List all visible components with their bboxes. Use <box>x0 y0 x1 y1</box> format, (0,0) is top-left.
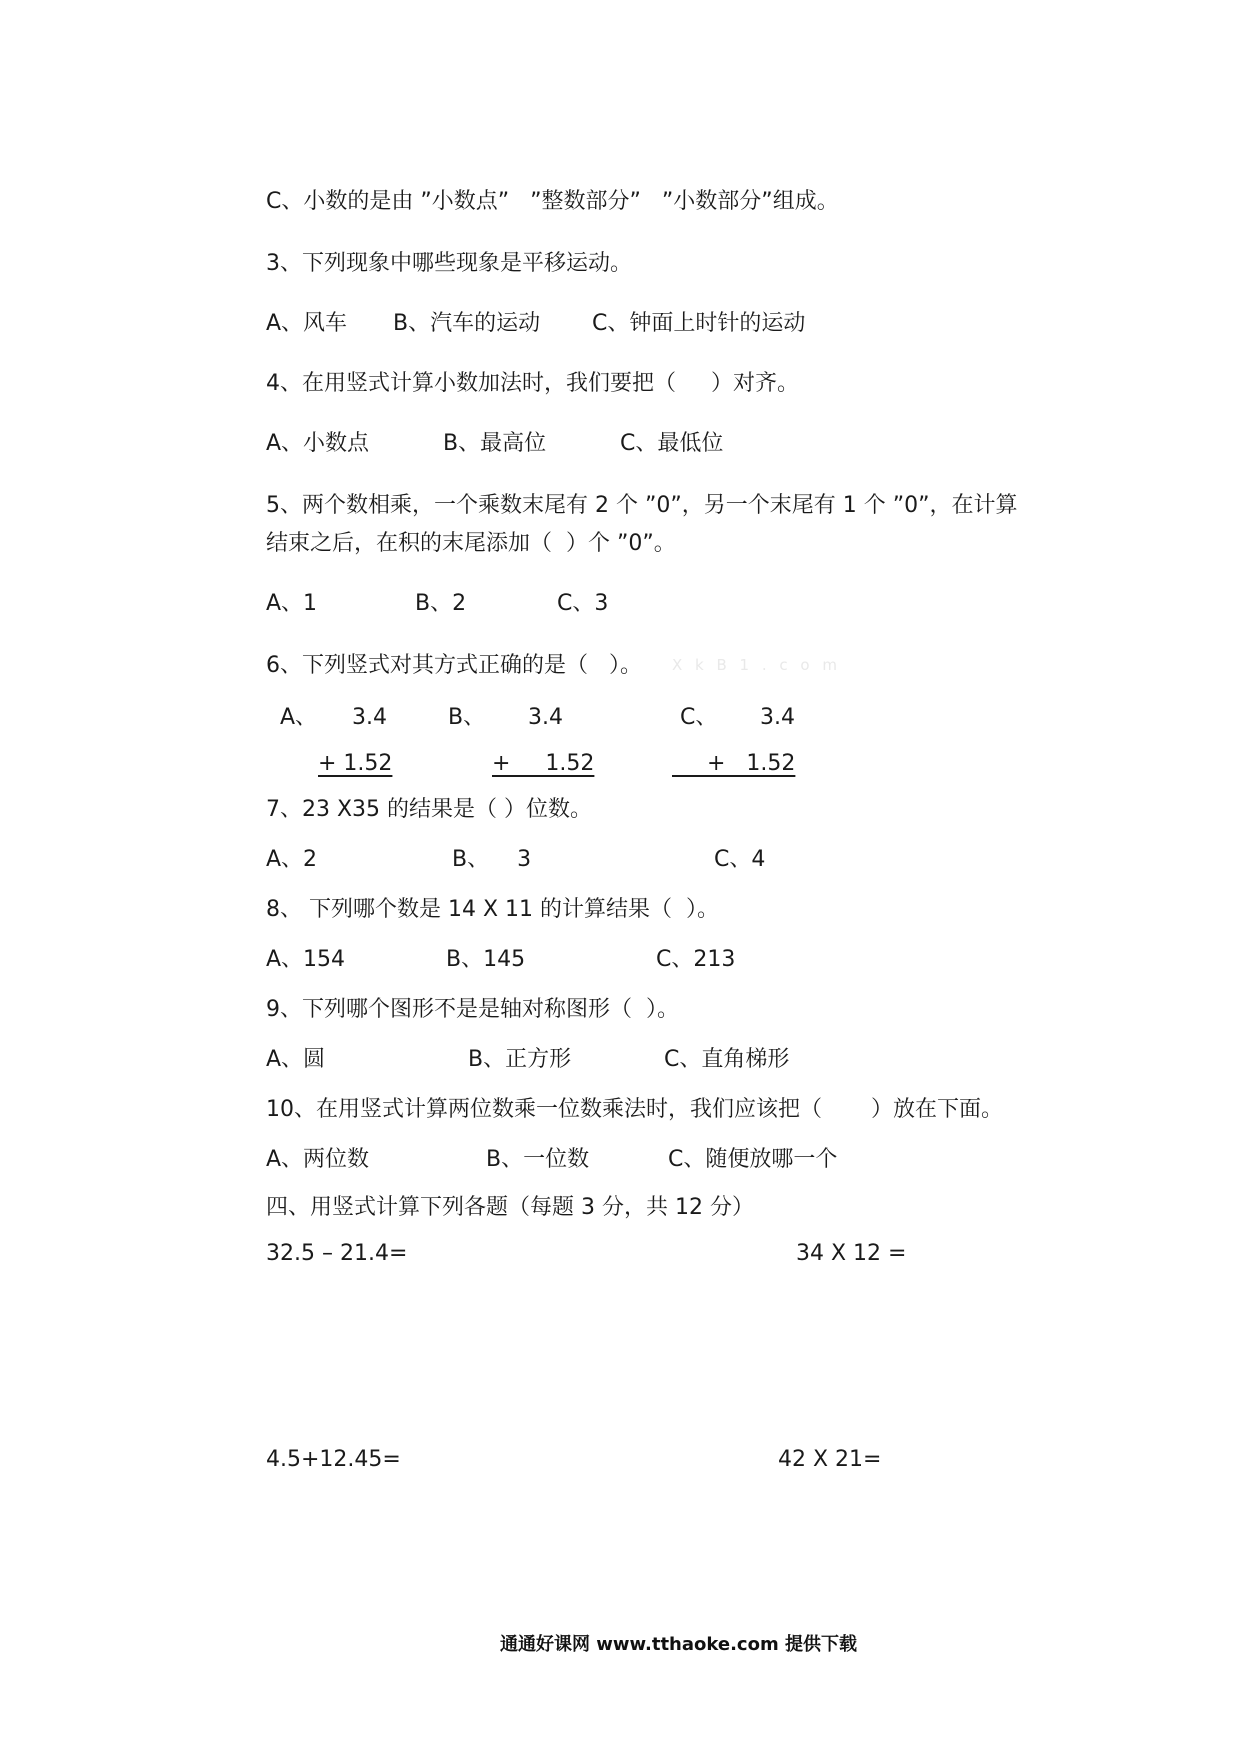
q8-option-c: C、213 <box>656 947 736 972</box>
question-7: 7、23 X35 的结果是（ ）位数。 <box>266 797 593 822</box>
q6-option-a-top: 3.4 <box>352 705 387 730</box>
q4-option-c: C、最低位 <box>620 431 724 456</box>
q6-option-a-label: A、 <box>280 705 318 730</box>
footer-credit: 通通好课网 www.tthaoke.com 提供下载 <box>500 1634 857 1655</box>
watermark-text: X k B 1 . c o m <box>672 656 841 674</box>
q3-option-a: A、风车 <box>266 311 348 336</box>
q6-option-b-bottom: + 1.52 <box>492 751 595 776</box>
q6-option-a-bottom: + 1.52 <box>318 751 393 776</box>
q7-option-a: A、2 <box>266 847 318 872</box>
question-3: 3、下列现象中哪些现象是平移运动。 <box>266 251 632 276</box>
q6-option-b-top: 3.4 <box>528 705 563 730</box>
q8-option-a: A、154 <box>266 947 346 972</box>
section-4-heading: 四、用竖式计算下列各题（每题 3 分，共 12 分） <box>266 1195 754 1220</box>
q5-option-a: A、1 <box>266 591 318 616</box>
q9-option-b: B、正方形 <box>468 1047 572 1072</box>
calc-problem-3: 4.5+12.45= <box>266 1447 401 1472</box>
q3-option-b: B、汽车的运动 <box>393 311 541 336</box>
q3-option-c: C、钟面上时针的运动 <box>592 311 806 336</box>
question-5-line2: 结束之后，在积的末尾添加（ ）个 ”0”。 <box>266 531 676 556</box>
question-4: 4、在用竖式计算小数加法时，我们要把（ ）对齐。 <box>266 371 799 396</box>
q10-option-b: B、一位数 <box>486 1147 590 1172</box>
q6-option-c-bottom: + 1.52 <box>672 751 796 776</box>
question-5-line1: 5、两个数相乘，一个乘数末尾有 2 个 ”0”，另一个末尾有 1 个 ”0”，在计算 <box>266 493 1018 518</box>
question-6: 6、下列竖式对其方式正确的是（ ）。 <box>266 653 642 678</box>
q6-option-c-label: C、 <box>680 705 718 730</box>
q6-option-c-top: 3.4 <box>760 705 795 730</box>
question-9: 9、下列哪个图形不是是轴对称图形（ ）。 <box>266 997 679 1022</box>
question-10: 10、在用竖式计算两位数乘一位数乘法时，我们应该把（ ）放在下面。 <box>266 1097 1003 1122</box>
q7-option-b: B、 3 <box>452 847 532 872</box>
q6-option-b-label: B、 <box>448 705 486 730</box>
calc-problem-1: 32.5 – 21.4= <box>266 1241 408 1266</box>
q10-option-a: A、两位数 <box>266 1147 370 1172</box>
line-c-option: C、小数的是由 ”小数点” ”整数部分” ”小数部分”组成。 <box>266 189 839 214</box>
question-8: 8、 下列哪个数是 14 X 11 的计算结果（ ）。 <box>266 897 720 922</box>
q10-option-c: C、随便放哪一个 <box>668 1147 838 1172</box>
calc-problem-4: 42 X 21= <box>778 1447 882 1472</box>
q4-option-a: A、小数点 <box>266 431 370 456</box>
q8-option-b: B、145 <box>446 947 526 972</box>
q4-option-b: B、最高位 <box>443 431 547 456</box>
calc-problem-2: 34 X 12 = <box>796 1241 907 1266</box>
q5-option-c: C、3 <box>557 591 609 616</box>
q9-option-a: A、圆 <box>266 1047 326 1072</box>
q7-option-c: C、4 <box>714 847 766 872</box>
q9-option-c: C、直角梯形 <box>664 1047 790 1072</box>
q5-option-b: B、2 <box>415 591 467 616</box>
